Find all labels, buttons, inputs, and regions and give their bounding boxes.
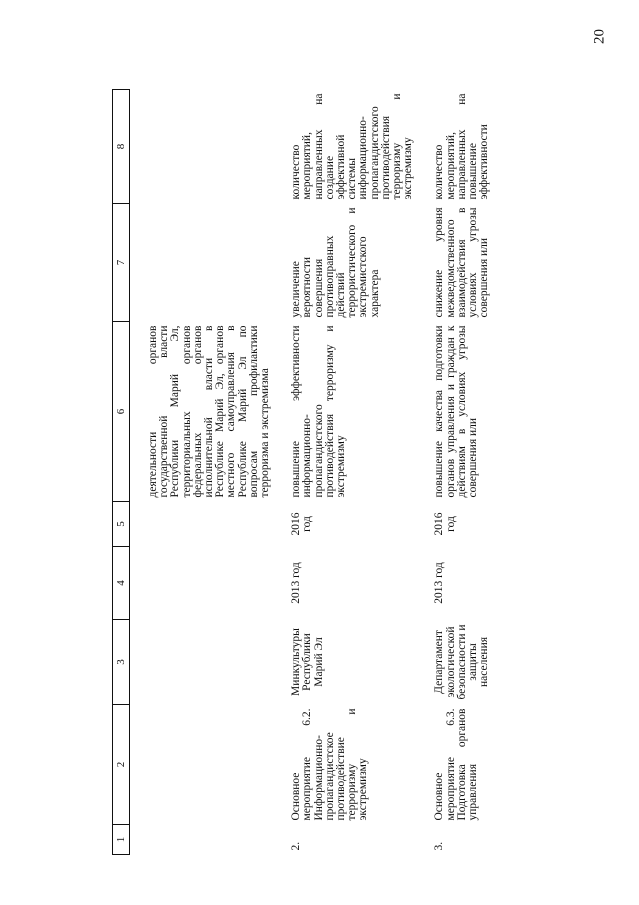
non-implementation-consequence: снижение уровня межведомственного взаимодействия в условиях угрозы совершения или (433, 207, 491, 318)
measure-name: Основное мероприятие 6.2. Информационно-пропагандистское противодействие терроризму и экстремизму (290, 708, 370, 821)
expected-result: повышение качества подготовки органов управления и граждан к действиям в условиях угрозы совершения или (433, 325, 480, 498)
table-row (416, 90, 492, 855)
continuation-row (130, 90, 274, 855)
measure-name: Основное мероприятие 6.3. Подготовка органов управления (433, 708, 480, 821)
column-number: 3 (113, 620, 130, 705)
column-number: 2 (113, 705, 130, 825)
column-number: 8 (113, 90, 130, 204)
target-indicator: количество мероприятий, направленных на повышение эффективности (433, 93, 491, 200)
target-indicator: количество мероприятий, направленных на создание эффективной системы информационно-пропагандистского противодействия терроризму и экстремизму (290, 93, 415, 200)
column-number: 7 (113, 204, 130, 322)
page-number: 20 (591, 29, 608, 44)
continuation-text: деятельности органов государственной власти Республики Марий Эл, территориальных органов федеральных органов исполнительной власти в Республике Марий Эл, органов местного самоуправления в Республике Марий Эл по вопросам профилактики терроризма и экстремизма (147, 325, 272, 498)
column-number: 5 (113, 502, 130, 547)
executor: Минкультуры Республики Марий Эл (290, 628, 325, 696)
start-year: 2013 год (433, 562, 446, 604)
column-number: 6 (113, 322, 130, 502)
expected-result: повышение эффективности информационно-пропагандистского противодействия терроризму и экстремизму (290, 325, 348, 498)
non-implementation-consequence: увеличение вероятности совершения противоправных действий террористического и экстремистского характера (290, 207, 381, 318)
end-year: 2016 год (433, 512, 457, 536)
row-number: 2. (290, 841, 303, 851)
executor: Департамент экологической безопасности и защиты населения (433, 624, 491, 700)
start-year: 2013 год (290, 562, 303, 604)
end-year: 2016 год (290, 512, 314, 536)
program-table (112, 89, 492, 855)
column-number: 4 (113, 547, 130, 620)
table-row (273, 90, 416, 855)
column-number: 1 (113, 825, 130, 855)
column-number-row (113, 90, 130, 855)
row-number: 3. (433, 841, 446, 851)
